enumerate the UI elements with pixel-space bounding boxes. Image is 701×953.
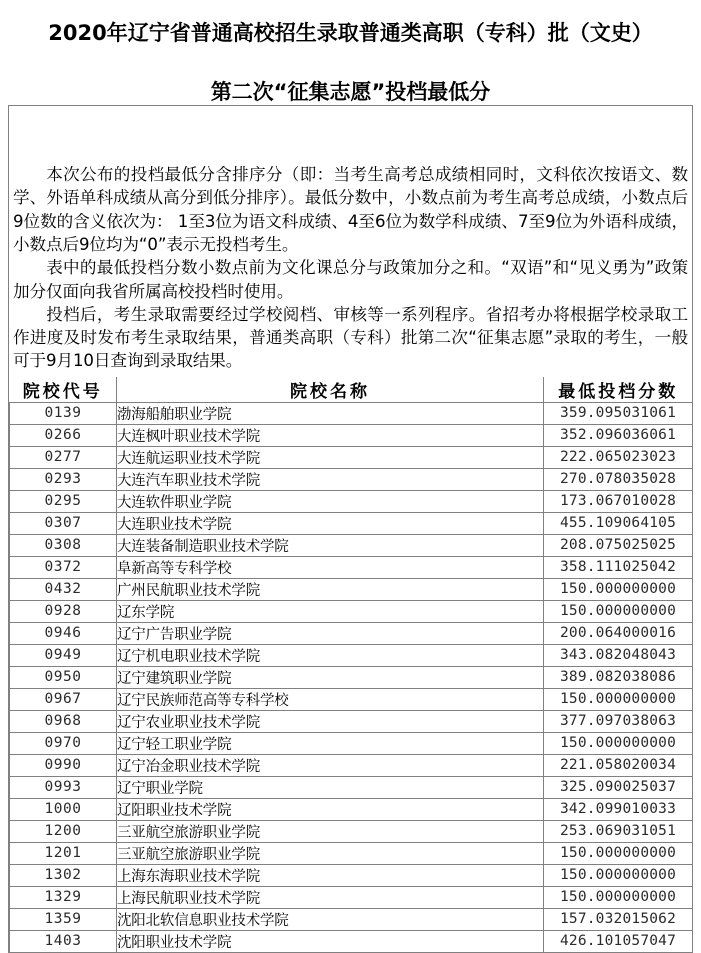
cell-institution-code: 0307 xyxy=(10,512,117,534)
table-row xyxy=(10,732,693,754)
cell-institution-code: 0372 xyxy=(10,556,117,578)
cell-institution-name: 辽宁农业职业技术学院 xyxy=(117,710,544,732)
cell-institution-name: 辽宁职业学院 xyxy=(117,776,544,798)
note-paragraph-3: 投档后，考生录取需要经过学校阅档、审核等一系列程序。省招考办将根据学校录取工作进度及时发布考生录取结果，普通类高职（专科）批第二次“征集志愿”录取的考生，一般可于9月10日查询到录取结果。 xyxy=(13,304,688,371)
table-row xyxy=(10,534,693,556)
cell-minimum-score: 342.099010033 xyxy=(544,798,693,820)
table-row xyxy=(10,754,693,776)
table-header xyxy=(10,377,693,403)
table-row xyxy=(10,710,693,732)
cell-institution-code: 1200 xyxy=(10,820,117,842)
cell-institution-code: 1329 xyxy=(10,886,117,908)
cell-institution-name: 渤海船舶职业学院 xyxy=(117,402,544,424)
table-row xyxy=(10,842,693,864)
table-row xyxy=(10,666,693,688)
table-row xyxy=(10,622,693,644)
column-header-name: 院校名称 xyxy=(117,377,544,403)
notes-section xyxy=(9,106,692,377)
cell-institution-code: 0295 xyxy=(10,490,117,512)
table-row xyxy=(10,820,693,842)
cell-minimum-score: 389.082038086 xyxy=(544,666,693,688)
cell-institution-code: 0946 xyxy=(10,622,117,644)
cell-minimum-score: 221.058020034 xyxy=(544,754,693,776)
cell-institution-name: 辽宁广告职业学院 xyxy=(117,622,544,644)
cell-institution-name: 辽宁冶金职业技术学院 xyxy=(117,754,544,776)
table-row xyxy=(10,490,693,512)
cell-institution-code: 1302 xyxy=(10,864,117,886)
cell-minimum-score: 377.097038063 xyxy=(544,710,693,732)
admission-score-table xyxy=(9,377,693,952)
cell-institution-name: 辽宁民族师范高等专科学校 xyxy=(117,688,544,710)
document-subtitle: 第二次“征集志愿”投档最低分 xyxy=(210,80,491,105)
note-paragraph-1: 本次公布的投档最低分含排序分（即：当考生高考总成绩相同时，文科依次按语文、数学、外语单科成绩从高分到低分排序）。最低分数中，小数点前为考生高考总成绩，小数点后9位数的含义依次为： 1至3位为语文科成绩、4至6位为数学科成绩、7至9位为外语科成绩，小数点后9位均为“0”表示无投档考生。 xyxy=(13,165,688,254)
cell-minimum-score: 352.096036061 xyxy=(544,424,693,446)
cell-institution-code: 0293 xyxy=(10,468,117,490)
cell-institution-code: 0928 xyxy=(10,600,117,622)
cell-institution-name: 辽阳职业技术学院 xyxy=(117,798,544,820)
cell-minimum-score: 200.064000016 xyxy=(544,622,693,644)
cell-minimum-score: 150.000000000 xyxy=(544,864,693,886)
cell-institution-name: 辽宁机电职业技术学院 xyxy=(117,644,544,666)
cell-minimum-score: 150.000000000 xyxy=(544,886,693,908)
note-paragraph-2: 表中的最低投档分数小数点前为文化课总分与政策加分之和。“双语”和“见义勇为”政策加分仅面向我省所属高校投档时使用。 xyxy=(13,258,688,301)
cell-minimum-score: 359.095031061 xyxy=(544,402,693,424)
table-row xyxy=(10,886,693,908)
cell-institution-name: 三亚航空旅游职业学院 xyxy=(117,842,544,864)
cell-institution-name: 广州民航职业技术学院 xyxy=(117,578,544,600)
cell-institution-name: 三亚航空旅游职业学院 xyxy=(117,820,544,842)
cell-minimum-score: 157.032015062 xyxy=(544,908,693,930)
cell-institution-code: 0993 xyxy=(10,776,117,798)
cell-institution-name: 沈阳职业技术学院 xyxy=(117,930,544,952)
cell-institution-name: 大连枫叶职业技术学院 xyxy=(117,424,544,446)
table-row xyxy=(10,402,693,424)
cell-institution-code: 0990 xyxy=(10,754,117,776)
table-row xyxy=(10,930,693,952)
cell-institution-code: 0277 xyxy=(10,446,117,468)
cell-minimum-score: 253.069031051 xyxy=(544,820,693,842)
table-row xyxy=(10,864,693,886)
document-body-frame xyxy=(8,105,693,953)
cell-minimum-score: 343.082048043 xyxy=(544,644,693,666)
cell-institution-code: 0432 xyxy=(10,578,117,600)
table-row xyxy=(10,424,693,446)
cell-institution-code: 0967 xyxy=(10,688,117,710)
table-row xyxy=(10,512,693,534)
cell-institution-name: 辽宁轻工职业学院 xyxy=(117,732,544,754)
cell-institution-name: 上海东海职业技术学院 xyxy=(117,864,544,886)
cell-minimum-score: 150.000000000 xyxy=(544,688,693,710)
cell-minimum-score: 150.000000000 xyxy=(544,842,693,864)
cell-institution-code: 0968 xyxy=(10,710,117,732)
cell-minimum-score: 426.101057047 xyxy=(544,930,693,952)
cell-minimum-score: 455.109064105 xyxy=(544,512,693,534)
table-body xyxy=(10,402,693,952)
cell-institution-code: 0139 xyxy=(10,402,117,424)
cell-minimum-score: 150.000000000 xyxy=(544,732,693,754)
table-row xyxy=(10,776,693,798)
table-row xyxy=(10,600,693,622)
cell-institution-name: 辽宁建筑职业学院 xyxy=(117,666,544,688)
column-header-code: 院校代号 xyxy=(10,377,117,403)
cell-institution-code: 1359 xyxy=(10,908,117,930)
table-row xyxy=(10,688,693,710)
cell-institution-name: 大连装备制造职业技术学院 xyxy=(117,534,544,556)
cell-institution-code: 1201 xyxy=(10,842,117,864)
table-row xyxy=(10,446,693,468)
cell-institution-code: 1000 xyxy=(10,798,117,820)
cell-institution-name: 阜新高等专科学校 xyxy=(117,556,544,578)
cell-institution-name: 沈阳北软信息职业技术学院 xyxy=(117,908,544,930)
table-row xyxy=(10,908,693,930)
cell-institution-code: 0266 xyxy=(10,424,117,446)
cell-institution-code: 0970 xyxy=(10,732,117,754)
table-row xyxy=(10,556,693,578)
cell-institution-name: 上海民航职业技术学院 xyxy=(117,886,544,908)
table-row xyxy=(10,644,693,666)
cell-institution-name: 大连软件职业学院 xyxy=(117,490,544,512)
table-header-row xyxy=(10,377,693,403)
table-row xyxy=(10,578,693,600)
cell-institution-name: 大连汽车职业技术学院 xyxy=(117,468,544,490)
cell-institution-code: 1403 xyxy=(10,930,117,952)
cell-minimum-score: 325.090025037 xyxy=(544,776,693,798)
cell-institution-code: 0950 xyxy=(10,666,117,688)
table-row xyxy=(10,798,693,820)
document-title: 2020年辽宁省普通高校招生录取普通类高职（专科）批（文史） xyxy=(48,21,653,46)
cell-minimum-score: 150.000000000 xyxy=(544,600,693,622)
cell-minimum-score: 150.000000000 xyxy=(544,578,693,600)
cell-institution-code: 0949 xyxy=(10,644,117,666)
cell-minimum-score: 270.078035028 xyxy=(544,468,693,490)
cell-institution-code: 0308 xyxy=(10,534,117,556)
cell-institution-name: 辽东学院 xyxy=(117,600,544,622)
table-row xyxy=(10,468,693,490)
cell-minimum-score: 358.111025042 xyxy=(544,556,693,578)
cell-minimum-score: 173.067010028 xyxy=(544,490,693,512)
cell-minimum-score: 222.065023023 xyxy=(544,446,693,468)
cell-institution-name: 大连航运职业技术学院 xyxy=(117,446,544,468)
cell-minimum-score: 208.075025025 xyxy=(544,534,693,556)
cell-institution-name: 大连职业技术学院 xyxy=(117,512,544,534)
column-header-score: 最低投档分数 xyxy=(544,377,693,403)
